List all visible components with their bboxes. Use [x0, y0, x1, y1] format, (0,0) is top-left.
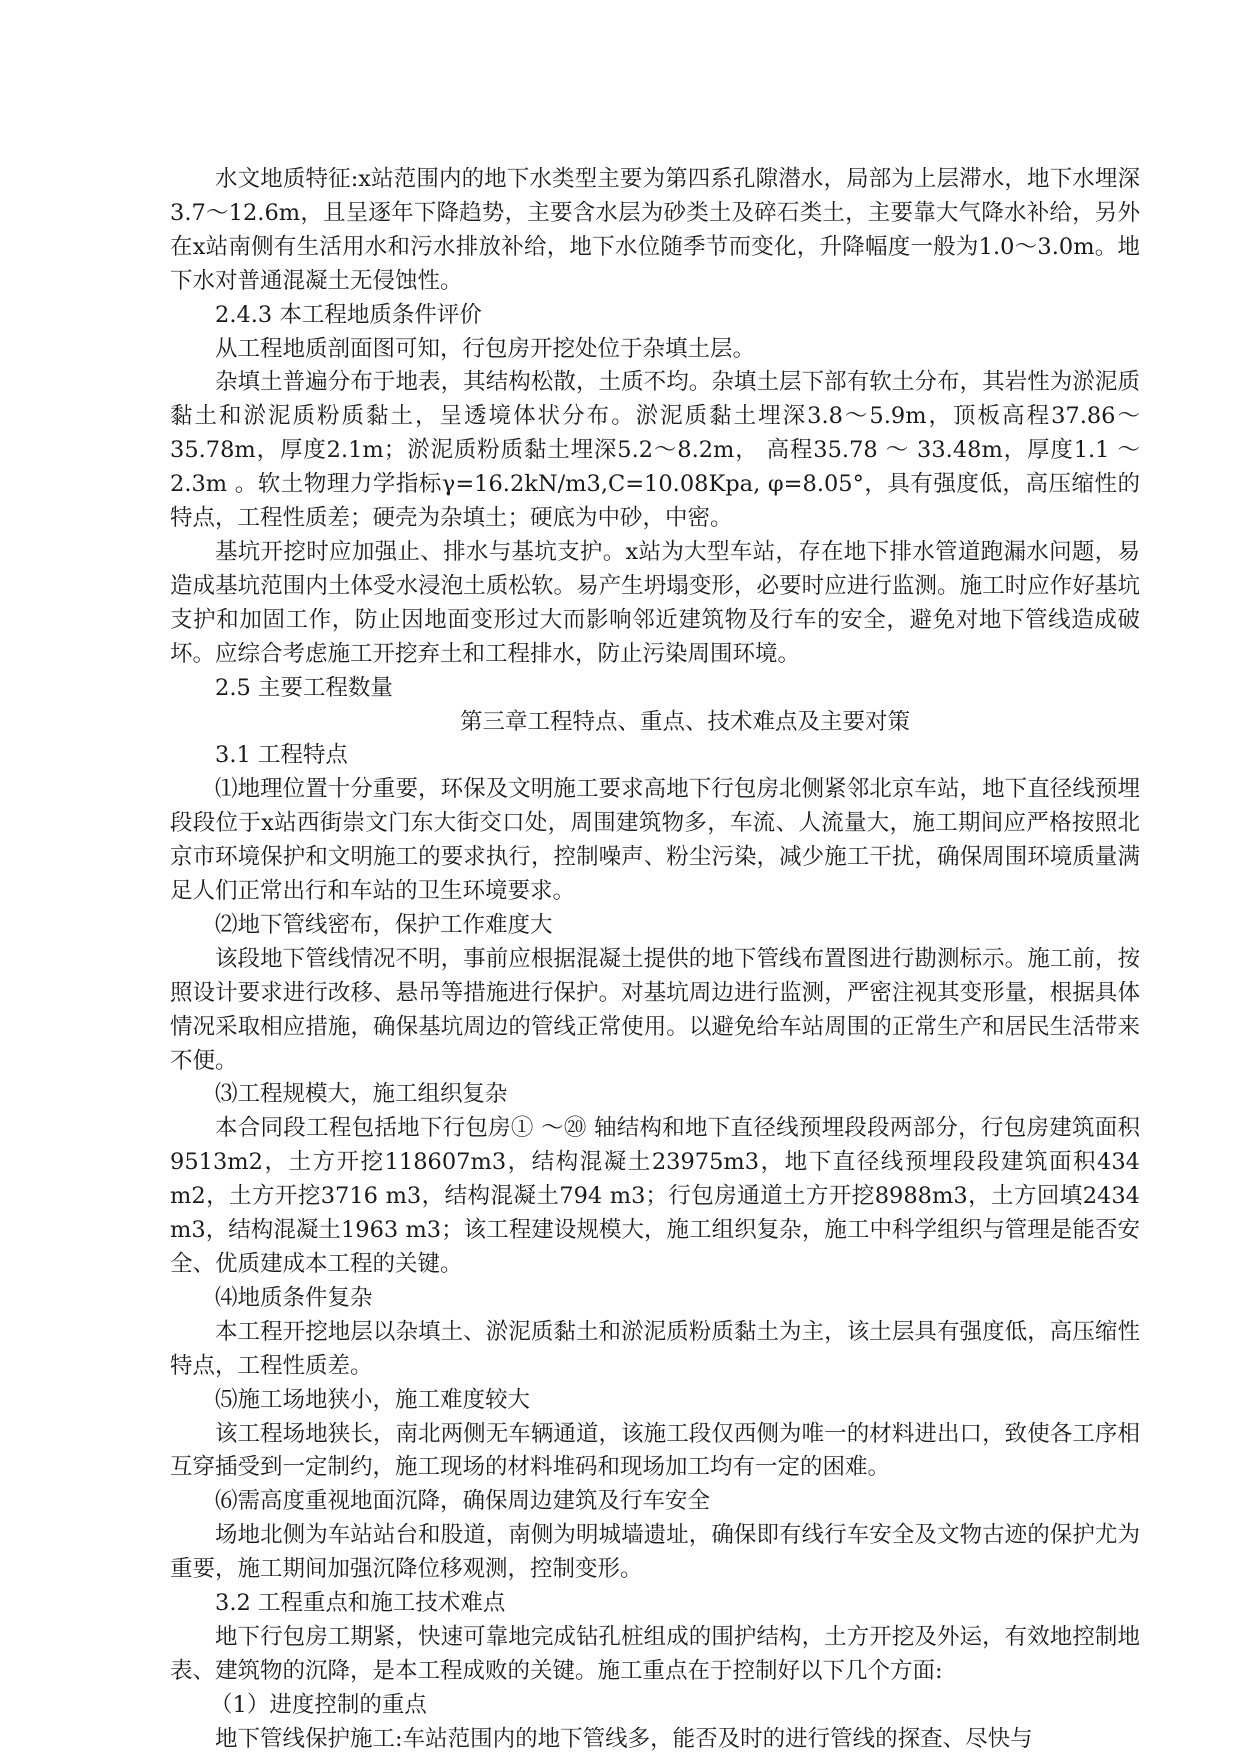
- document-body: [170, 163, 1140, 1757]
- heading-2-4-3: 2.4.3 本工程地质条件评价: [215, 301, 482, 328]
- paragraph-pipeline-protection: 地下管线保护施工:车站范围内的地下管线多，能否及时的进行管线的探查、尽快与: [215, 1725, 1033, 1752]
- paragraph-scale: 本合同段工程包括地下行包房① ～⑳ 轴结构和地下直径线预埋段段两部分，行包房建筑面积9513m2，土方开挖118607m3，结构混凝土23975m3，地下直径线预埋段段建筑面积434 m2，土方开挖3716 m3，结构混凝土794 m3；行包房通道土方开挖8988m3，土方回填2434 m3，结构混凝土1963 m3；该工程建设规模大，施工组织复杂，施工中科学组织与管理是能否安全、优质建成本工程的关键。: [170, 1115, 1140, 1277]
- paragraph-geology: 本工程开挖地层以杂填土、淤泥质黏土和淤泥质粉质黏土为主，该土层具有强度低，高压缩性特点，工程性质差。: [170, 1318, 1140, 1379]
- heading-2-5: 2.5 主要工程数量: [215, 674, 393, 701]
- paragraph-excavation: 基坑开挖时应加强止、排水与基坑支护。x站为大型车站，存在地下排水管道跑漏水问题，易造成基坑范围内土体受水浸泡土质松软。易产生坍塌变形，必要时应进行监测。施工时应作好基坑支护和加固工作，防止因地面变形过大而影响邻近建筑物及行车的安全，避免对地下管线造成破坏。应综合考虑施工开挖弃土和工程排水，防止污染周围环境。: [170, 538, 1140, 667]
- subheading-progress: （1）进度控制的重点: [210, 1691, 427, 1718]
- subheading-item-3: ⑶工程规模大，施工组织复杂: [215, 1081, 508, 1108]
- subheading-item-5: ⑸施工场地狭小，施工难度较大: [215, 1386, 531, 1413]
- heading-3-2: 3.2 工程重点和施工技术难点: [215, 1590, 506, 1617]
- paragraph-profile: 从工程地质剖面图可知，行包房开挖处位于杂填土层。: [215, 335, 756, 362]
- paragraph-hydrogeology: 水文地质特征:x站范围内的地下水类型主要为第四系孔隙潜水，局部为上层滞水，地下水埋深3.7～12.6m，且呈逐年下降趋势，主要含水层为砂类土及碎石类土，主要靠大气降水补给，另外在x站南侧有生活用水和污水排放补给，地下水位随季节而变化，升降幅度一般为1.0～3.0m。地下水对普通混凝土无侵蚀性。: [170, 166, 1140, 294]
- chapter-title: 第三章工程特点、重点、技术难点及主要对策: [459, 708, 910, 735]
- heading-3-1: 3.1 工程特点: [215, 742, 348, 769]
- paragraph-settlement: 场地北侧为车站站台和股道，南侧为明城墙遗址，确保即有线行车安全及文物古迹的保护尤为重要，施工期间加强沉降位移观测，控制变形。: [170, 1522, 1140, 1583]
- paragraph-item-1: ⑴地理位置十分重要，环保及文明施工要求高地下行包房北侧紧邻北京车站，地下直径线预埋段段位于x站西街崇文门东大街交口处，周围建筑物多，车流、人流量大，施工期间应严格按照北京市环境保护和文明施工的要求执行，控制噪声、粉尘污染，减少施工干扰，确保周围环境质量满足人们正常出行和车站的卫生环境要求。: [170, 776, 1140, 905]
- paragraph-fill-soil: 杂填土普遍分布于地表，其结构松散，土质不均。杂填土层下部有软土分布，其岩性为淤泥质黏土和淤泥质粉质黏土，呈透境体状分布。淤泥质黏土埋深3.8～5.9m，顶板高程37.86～35.78m，厚度2.1m；淤泥质粉质黏土埋深5.2～8.2m， 高程35.78 ～ 33.48m，厚度1.1 ～ 2.3m 。软土物理力学指标γ=16.2kN/m3,C=10.08Kpa, φ=8.05°，具有强度低，高压缩性的特点，工程性质差；硬壳为杂填土；硬底为中砂，中密。: [170, 369, 1140, 532]
- subheading-item-2: ⑵地下管线密布，保护工作难度大: [215, 911, 553, 938]
- paragraph-key-points: 地下行包房工期紧，快速可靠地完成钻孔桩组成的围护结构，土方开挖及外运，有效地控制地表、建筑物的沉降，是本工程成败的关键。施工重点在于控制好以下几个方面:: [170, 1623, 1140, 1684]
- subheading-item-4: ⑷地质条件复杂: [215, 1284, 373, 1311]
- paragraph-pipelines: 该段地下管线情况不明，事前应根据混凝土提供的地下管线布置图进行勘测标示。施工前，按照设计要求进行改移、悬吊等措施进行保护。对基坑周边进行监测，严密注视其变形量，根据具体情况采取相应措施，确保基坑周边的管线正常使用。以避免给车站周围的正常生产和居民生活带来不便。: [170, 945, 1140, 1074]
- subheading-item-6: ⑹需高度重视地面沉降，确保周边建筑及行车安全: [215, 1488, 711, 1515]
- paragraph-site: 该工程场地狭长，南北两侧无车辆通道，该施工段仅西侧为唯一的材料进出口，致使各工序相互穿插受到一定制约，施工现场的材料堆码和现场加工均有一定的困难。: [170, 1420, 1140, 1481]
